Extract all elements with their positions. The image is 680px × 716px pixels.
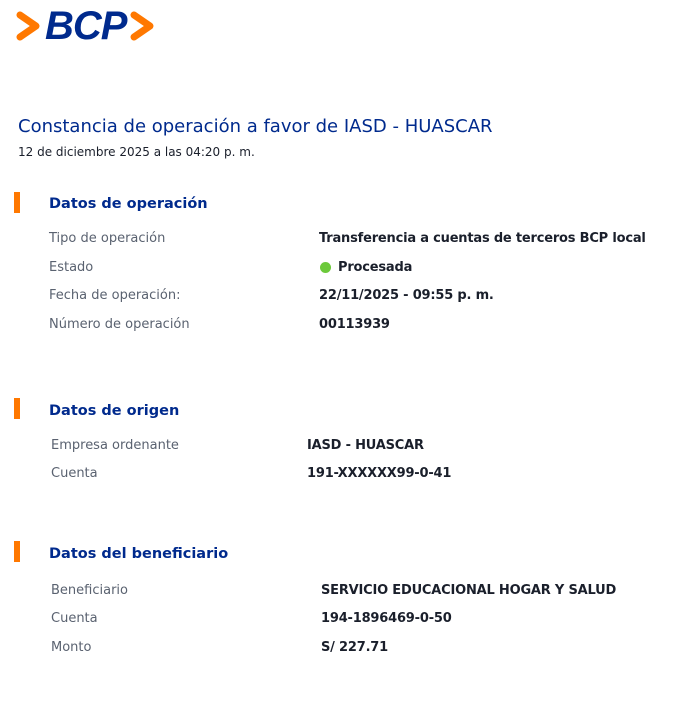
field-value: 191-XXXXXX99-0-41 bbox=[307, 466, 452, 481]
status-ok-icon bbox=[320, 262, 331, 273]
chevron-right-icon bbox=[16, 9, 44, 43]
amount-value: S/ 227.71 bbox=[321, 640, 389, 655]
section-accent-bar bbox=[14, 398, 20, 419]
field-value: Transferencia a cuentas de terceros BCP local bbox=[319, 231, 646, 246]
section-accent-bar bbox=[14, 192, 20, 213]
field-value: 194-1896469-0-50 bbox=[321, 611, 452, 626]
operation-timestamp: 12 de diciembre 2025 a las 04:20 p. m. bbox=[18, 145, 255, 159]
chevron-right-icon bbox=[128, 9, 156, 43]
field-label: Cuenta bbox=[51, 611, 98, 626]
field-value: 22/11/2025 - 09:55 p. m. bbox=[319, 288, 494, 303]
field-label: Monto bbox=[51, 640, 92, 655]
field-label: Estado bbox=[49, 260, 94, 275]
field-label: Empresa ordenante bbox=[51, 438, 179, 453]
bcp-logo bbox=[16, 6, 156, 46]
field-label: Número de operación bbox=[49, 317, 190, 332]
status-value: Procesada bbox=[338, 260, 413, 275]
logo-text: BCP bbox=[45, 4, 127, 48]
section-title-beneficiary: Datos del beneficiario bbox=[49, 546, 229, 562]
field-value: 00113939 bbox=[319, 317, 390, 332]
field-value: SERVICIO EDUCACIONAL HOGAR Y SALUD bbox=[321, 583, 617, 598]
field-label: Fecha de operación: bbox=[49, 288, 181, 303]
field-label: Beneficiario bbox=[51, 583, 128, 598]
page-title: Constancia de operación a favor de IASD - HUASCAR bbox=[18, 116, 493, 137]
field-label: Cuenta bbox=[51, 466, 98, 481]
field-label: Tipo de operación bbox=[49, 231, 166, 246]
section-accent-bar bbox=[14, 541, 20, 562]
section-title-operation: Datos de operación bbox=[49, 196, 208, 212]
field-value: IASD - HUASCAR bbox=[307, 438, 424, 453]
section-title-origin: Datos de origen bbox=[49, 403, 180, 419]
